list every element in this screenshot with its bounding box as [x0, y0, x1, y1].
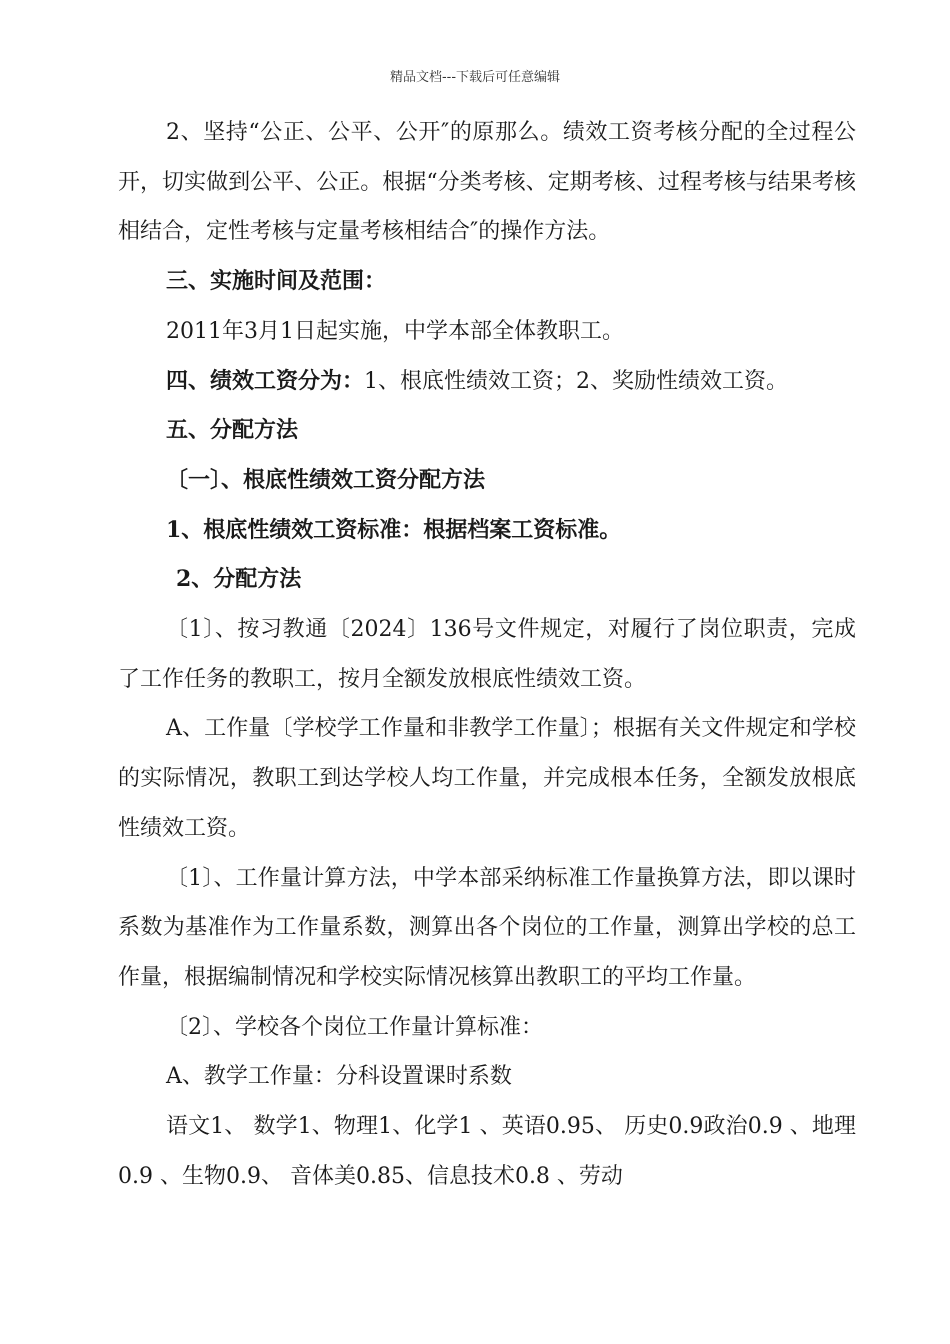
heading-subsection-1: 〔一〕、根底性绩效工资分配方法: [166, 466, 486, 493]
paragraph-section-4: [118, 357, 856, 407]
paragraph-implementation-date: 2011年3月1日起实施，中学本部全体教职工。: [166, 318, 624, 344]
paragraph-document-rule: 〔1〕、按习教通〔2024〕136号文件规定，对履行了岗位职责，完成了工作任务的教职工，按月全额发放根底性绩效工资。: [118, 617, 856, 692]
heading-item-2: 2、分配方法: [176, 566, 302, 593]
paragraph-post-standards: 〔2〕、学校各个岗位工作量计算标准：: [166, 1014, 543, 1040]
document-body: [118, 108, 856, 1201]
paragraph-workload: A、工作量〔学校学工作量和非教学工作量〕；根据有关文件规定和学校的实际情况，教职工到达学校人均工作量，并完成根本任务，全额发放根底性绩效工资。: [118, 716, 856, 841]
heading-section-4: 四、绩效工资分为：: [166, 367, 365, 394]
heading-item-1: 1、根底性绩效工资标准：根据档案工资标准。: [166, 516, 622, 543]
paragraph-teaching-workload: A、教学工作量：分科设置课时系数: [166, 1064, 512, 1090]
section-4-text: 1、根底性绩效工资；2、奖励性绩效工资。: [364, 368, 789, 394]
paragraph-calculation-method: 〔1〕、工作量计算方法，中学本部采纳标准工作量换算方法，即以课时系数为基准作为工作量系数，测算出各个岗位的工作量，测算出学校的总工作量，根据编制情况和学校实际情况核算出教职工的平均工作量。: [118, 865, 856, 990]
page-header: 精品文档---下载后可任意编辑: [389, 70, 561, 85]
paragraph-principle-2: 2、坚持“公正、公平、公开″的原那么。绩效工资考核分配的全过程公开，切实做到公平、公正。根据“分类考核、定期考核、过程考核与结果考核相结合，定性考核与定量考核相结合″的操作方法。: [118, 120, 856, 245]
heading-section-3: 三、实施时间及范围：: [166, 268, 387, 295]
heading-section-5: 五、分配方法: [166, 417, 299, 444]
paragraph-subject-coefficients: 语文1、 数学1、物理1、化学1 、英语0.95、 历史0.9政治0.9 、地理0.9 、生物0.9、 音体美0.85、信息技术0.8 、劳动: [118, 1114, 856, 1189]
